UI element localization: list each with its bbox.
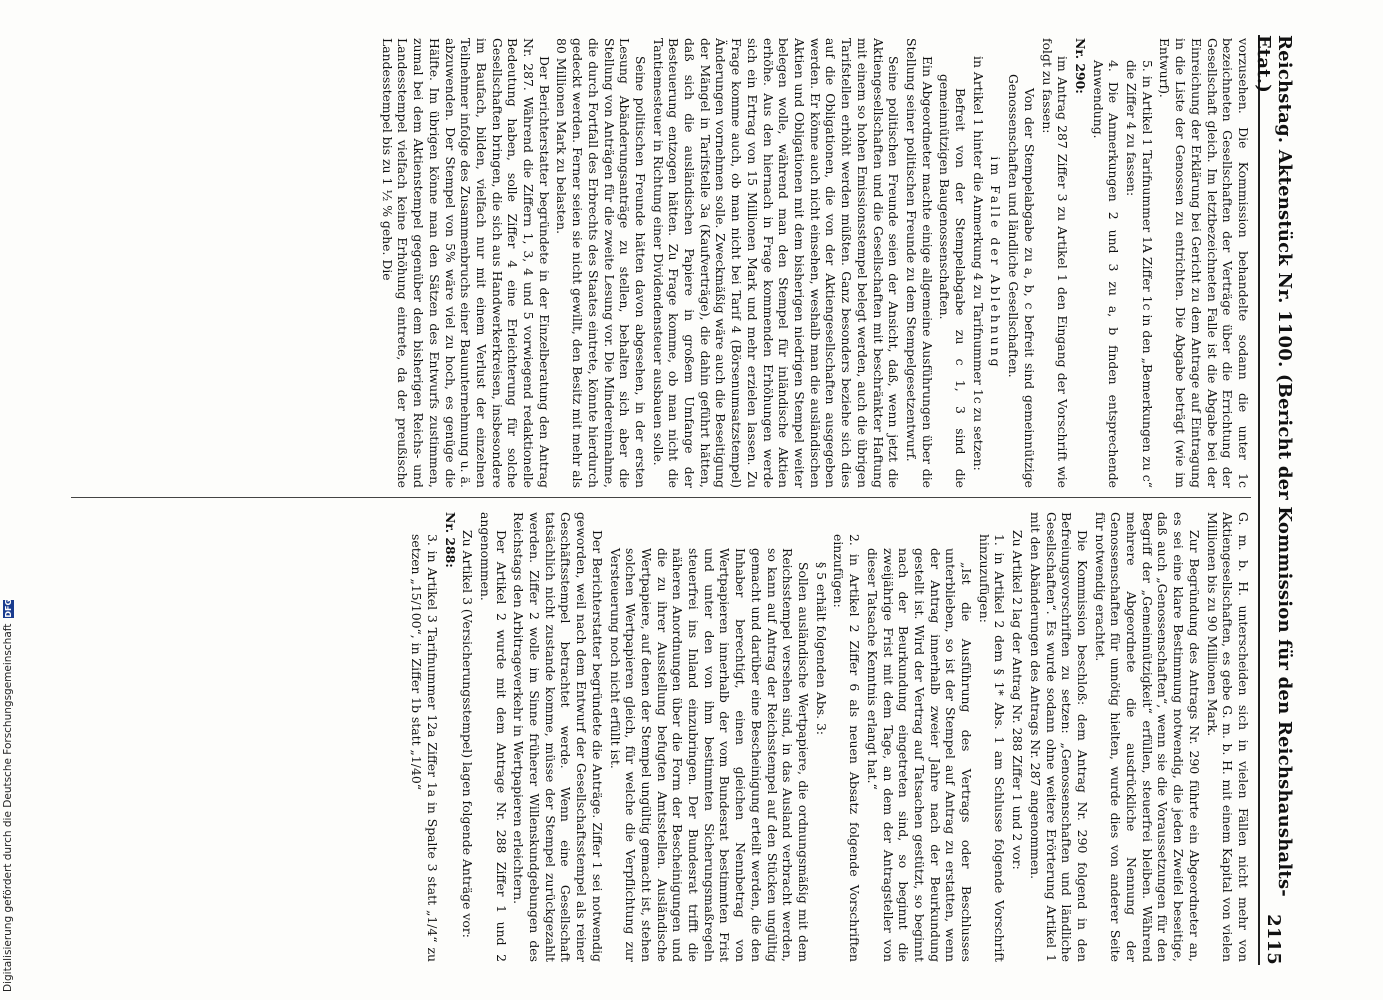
paragraph: in Artikel 1 hinter die Anmerkung 4 zu Tarifnummer 1c zu setzen: [970,56,986,471]
paragraph: Nr. 290: [1072,38,1088,94]
column-divider [71,497,1251,498]
header-title: Reichstag. Aktenstück Nr. 1100. (Bericht der Kommission für den Reichshaushalts-Etat.) [1253,35,1295,897]
paragraph: Sollen ausländische Wertpapiere, die ordnungsmäßig mit dem Reichsstempel versehen sind, in das Ausland verbracht werden, so kann auf Antrag der Reichsstempel auf den Stücken ungültig gemacht und darüber eine Bescheinigung erteilt werden, die den Inhaber berechtigt, einen gleichen Nennbetrag von Wertpapieren innerhalb der vom Bundesrat bestimmten Frist und unter den von ihm bestimmten Sicherungsmaßregeln steuerfrei ins Inland einzubringen. Der Bundesrat trifft die näheren Anordnungen über die Form der Bescheinigungen und die zu ihrer Ausstellung befugten Amtsstellen. Ausländische Wertpapiere, auf denen der Stempel ungültig gemacht ist, stehen solchen Wertpapieren gleich, für welche die Verpflichtung zur Versteuerung noch nicht erfüllt ist. [607,548,812,962]
dfg-logo: DFG [3,598,13,618]
paragraph: im Falle der Ablehnung [988,156,1004,370]
paragraph: Nr. 288: [442,512,458,568]
paragraph: 5. in Artikel 1 Tarifnummer 1A Ziffer 1c in den „Bemerkungen zu c“ die Ziffer 4 zu fassen: [1124,60,1155,488]
paragraph: Ein Abgeordneter machte einige allgemeine Ausführungen über die Stellung seiner politischen Freunde zu dem Stempelgesetzentwurf. [903,38,935,488]
paragraph: Der Berichterstatter begründete in der Einzelberatung den Antrag Nr. 287. Während die Ziffern 1, 3, 4 und 5 vorwiegend redaktionelle Bedeutung haben, solle Ziffer 4 eine Erleichterung für solche Gesellschaften bringen, die sich aus Handwerkerkreisen, insbesondere im Baufach, bilden, vielfach nur mit einem Verlust der einzelnen Teilnehmer infolge des Zusammenbruchs einer Bauunternehmung u. ä. abzuwenden. Der Stempel von 5% wäre viel zu hoch, es genüge die Hälfte. Im übrigen könne man den Sätzen des Entwurfs zustimmen, zumal bei dem Aktienstempel gegenüber dem bisherigen Reichs- und Landesstempel vielfach keine Erhöhung eintrete, da der preußische Landesstempel bis zu 1 ½ % gehe. Die [379,38,552,488]
paragraph: „Ist die Ausführung des Vertrags oder Beschlusses unterblieben, so ist der Stempel auf Antrag zu erstatten, wenn der Antrag innerhalb zweier Jahre nach der Beurkundung gestellt ist. Wird der Vertrag auf Tatsachen gestützt, so beginnt nach der Beurkundung eingetreten sind, so beginnt die zweijährige Frist mit dem Tage, an dem der Antragsteller von dieser Tatsache Kenntnis erlangt hat.“ [864,548,975,962]
paragraph: 2. in Artikel 2 Ziffer 6 als neuen Absatz folgende Vorschriften einzufügen: [831,534,863,962]
paragraph: Befreit von der Stempelabgabe zu c 1, 3 sind die gemeinnützigen Baugenossenschaften. [937,74,969,488]
paragraph: § 5 erhält folgenden Abs. 3: [813,562,829,736]
digitization-credit [2,600,14,992]
paragraph: Die Kommission beschloß: dem Antrag Nr. 290 folgend in den Befreiungsvorschriften zu setzen: „Genossenschaften und ländliche Gesellschaften“. Es wurde sodann ohne weitere Erörterung Artikel 1 mit den Abänderungen des Antrags Nr. 287 angenommen. [1027,512,1090,962]
paragraph: 3. in Artikel 3 Tarifnummer 12a Ziffer 1a in Spalte 3 statt „1/4“ zu setzen „15/100“, in Ziffer 1b statt „1/40“ [409,534,440,962]
paragraph: Der Artikel 2 wurde mit dem Antrage Nr. 288 Ziffer 1 und 2 angenommen. [477,512,509,962]
paragraph: vorzusehen. Die Kommission behandelte sodann die unter 1c bezeichneten Gesellschaften der Verträge über die Errichtung der Gesellschaft gleich. Im letztbezeichneten Falle ist die Abgabe bei der Einreichung der Erklärung bei Gericht zu dem Antrage auf Eintragung in die Liste der Genossen zu entrichten. Die Abgabe beträgt (wie im Entwurf). [1157,38,1251,488]
paragraph: Von der Stempelabgabe zu a, b, c befreit sind gemeinnützige Genossenschaften und ländliche Gesellschaften. [1006,74,1037,488]
paragraph: Zu Artikel 2 lag der Antrag Nr. 288 Ziffer 1 und 2 vor: [1010,530,1026,870]
paragraph: Zur Begründung des Antrags Nr. 290 führte ein Abgeordneter an, es sei eine klare Bestimmung notwendig, die jeden Zweifel beseitige, daß auch „Genossenschaften“, wenn sie die Voraussetzungen für den Begriff der „Gemeinnützigkeit“ erfüllen, steuerfrei bleiben. Während mehrere Abgeordnete die ausdrückliche Nennung der Genossenschaften für unnötig hielten, wurde dies von anderer Seite für notwendig erachtet. [1092,512,1202,962]
paragraph: 1. in Artikel 2 dem § 1* Abs. 1 am Schlusse folgende Vorschrift hinzuzufügen: [976,534,1008,962]
paragraph: Zu Artikel 3 (Versicherungsstempel) lagen folgende Anträge vor: [460,530,476,938]
paragraph: G. m. b. H. unterscheiden sich in vielen Fällen nicht mehr von Aktiengesellschaften, es gebe G. m. b. H. mit einem Kapital von vielen Millionen bis zu 90 Millionen Mark. [1204,512,1251,962]
running-header [1253,35,1295,965]
paragraph: Seine politischen Freunde seien der Ansicht, daß, wenn jetzt die Aktiengesellschaften und die Gesellschaften mit beschränkter Haftung mit einem so hohen Emissionsstempel belegt werden, auch die übrigen Tarifstellen erhöht werden müßten. Ganz besonders beziehe sich dies auf die Obligationen, die von der Aktiengesellschaften ausgegeben werden. Er könne auch nicht einsehen, weshalb man die ausländischen Aktien und Obligationen mit dem bisherigen niedrigen Stempel weiter belegen wolle, während man den Stempel für inländische Aktien erhöhe. Aus den hiernach in Frage kommenden Erhöhungen werde sich ein Ertrag von 15 Millionen Mark und mehr erzielen lassen. Zu Frage komme auch, ob man nicht bei Tarif 4 (Börsenumsatzstempel) Änderungen vornehmen solle. Zweckmäßig wäre auch die Beseitigung der Mängel in Tarifstelle 3a (Kaufverträge), die dahin geführt hätten, daß sich die ausländischen Papiere in großem Umfange der Besteuerung entzogen hätten. Zu Frage komme, ob man nicht die Tantiemesteuer in Richtung einer Dividendensteuer ausbauen solle. [650,38,902,488]
paragraph: Der Berichterstatter begründete die Anträge. Ziffer 1 sei notwendig geworden, weil nach dem Entwurf der Gesellschaftsstempel als reiner Geschäftsstempel betrachtet werde. Wenn eine Gesellschaft tatsächlich nicht zustande komme, müsse der Stempel zurückgezahlt werden. Ziffer 2 wolle im Sinne früherer Willenskundgebungen des Reichstags den Arbitrageverkehr in Wertpapieren erleichtern. [511,512,605,962]
right-text-column [66,512,1251,962]
credit-text: Digitalisierung gefördert durch die Deutsche Forschungsgemeinschaft [2,623,14,992]
paragraph: Seine politischen Freunde hätten davon abgesehen, in der ersten Lesung Abänderungsanträge zu stellen, behalten sich aber die Stellung von Anträgen für die zweite Lesung vor. Die Mindereinnahme, die durch Fortfall des Erbrechts des Staates eintrete, könnte hierdurch gedeckt werden. Ferner seien sie nicht gewillt, den Besitz mit mehr als 80 Millionen Mark zu belasten. [554,38,648,488]
paragraph: im Antrag 287 Ziffer 3 zu Artikel 1 den Eingang der Vorschrift wie folgt zu fassen: [1039,38,1071,488]
paragraph: 4. Die Anmerkungen 2 und 3 zu a, b finden entsprechende Anwendung. [1090,60,1122,488]
page-number: 2115 [1263,914,1285,965]
left-text-column [66,38,1251,488]
